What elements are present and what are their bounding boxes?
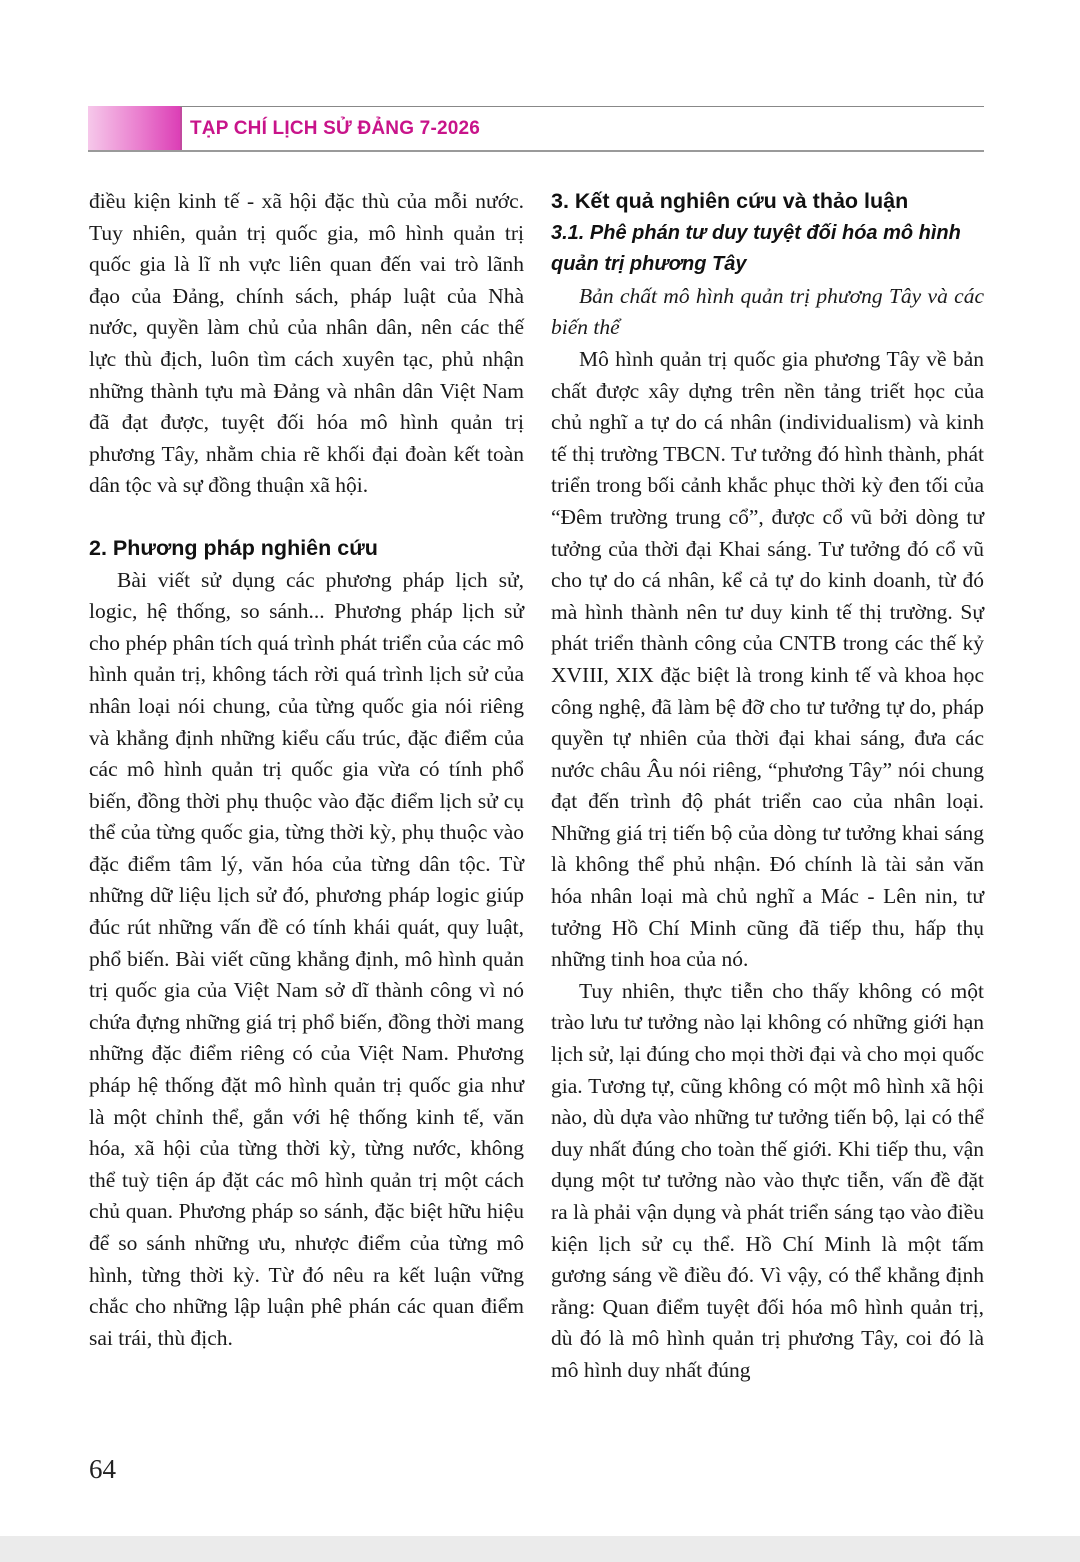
section-2-heading: 2. Phương pháp nghiên cứu — [89, 535, 378, 560]
header-top-rule — [180, 106, 984, 107]
header-bottom-rule — [88, 150, 984, 152]
paragraph-however: Tuy nhiên, thực tiễn cho thấy không có một trào lưu tư tưởng nào lại không có những giới hạn lịch sử, lại đúng cho mọi thời đại và cho mọi quốc gia. Tương tự, cũng không có một mô hình xã hội nào, dù dựa vào những tư tưởng tiến bộ, lại có thể duy nhất đúng cho toàn thế giới. Khi tiếp thu, vận dụng một tư tưởng nào vào thực tiễn, vấn đề đặt ra là phải vận dụng và phát triển sáng tạo vào điều kiện lịch sử cụ thể. Hồ Chí Minh là một tấm gương sáng về điều đó. Vì vậy, có thể khẳng định rằng: Quan điểm tuyệt đối hóa mô hình quản trị, dù đó là mô hình quản trị phương Tây, coi đó là mô hình duy nhất đúng — [551, 978, 984, 1382]
running-header — [88, 106, 984, 152]
left-column — [89, 186, 524, 1354]
paragraph-intro-continued: điều kiện kinh tế - xã hội đặc thù của mỗi nước. Tuy nhiên, quản trị quốc gia, mô hình quản trị quốc gia là lĩ nh vực liên quan đến vai trò lãnh đạo của Đảng, chính sách, pháp luật của Nhà nước, quyền làm chủ của nhân dân, nên các thế lực thù địch, luôn tìm cách xuyên tạc, phủ nhận những thành tựu mà Đảng và nhân dân Việt Nam đã đạt được, tuyệt đối hóa mô hình quản trị phương Tây, nhằm chia rẽ khối đại đoàn kết toàn dân tộc và sự đồng thuận xã hội. — [89, 189, 524, 498]
section-spacer — [89, 502, 524, 533]
right-column — [551, 186, 984, 1387]
section-3-heading: 3. Kết quả nghiên cứu và thảo luận — [551, 189, 909, 213]
page-number: 64 — [89, 1454, 116, 1484]
header-color-tab — [88, 106, 180, 152]
journal-title: TẠP CHÍ LỊCH SỬ ĐẢNG 7-2026 — [190, 118, 481, 139]
paragraph-methods: Bài viết sử dụng các phương pháp lịch sử, logic, hệ thống, so sánh... Phương pháp lịch sử cho phép phân tích quá trình phát triển của các mô hình quản trị, không tách rời quá trình lịch sử của nhân loại nói chung, của từng quốc gia nói riêng và khẳng định những kiểu cấu trúc, đặc điểm của các mô hình quản trị quốc gia vừa có tính phổ biến, đồng thời phụ thuộc vào đặc điểm lịch sử cụ thể của từng quốc gia, từng thời kỳ, phụ thuộc vào đặc điểm tâm lý, văn hóa của từng dân tộc. Từ những dữ liệu lịch sử đó, phương pháp logic giúp đúc rút những vấn đề có tính khái quát, quy luật, phổ biến. Bài viết cũng khẳng định, mô hình quản trị quốc gia của Việt Nam sở dĩ thành công vì nó chứa đựng những giá trị phổ biến, đồng thời mang những đặc điểm riêng có của Việt Nam. Phương pháp hệ thống đặt mô hình quản trị quốc gia như là một chỉnh thể, gắn với hệ thống kinh tế, văn hóa, xã hội của từng thời kỳ, từng nước, không thể tuỳ tiện áp đặt các mô hình quản trị một cách chủ quan. Phương pháp so sánh, đặc biệt hữu hiệu để so sánh những ưu, nhược điểm của từng mô hình, từng thời kỳ. Từ đó nêu ra kết luận vững chắc cho những lập luận phê phán các quan điểm sai trái, thù địch. — [89, 567, 524, 1350]
italic-subtitle: Bản chất mô hình quản trị phương Tây và các biến thể — [551, 283, 984, 340]
subsection-3-1-heading: 3.1. Phê phán tư duy tuyệt đối hóa mô hình quản trị phương Tây — [551, 221, 961, 276]
paragraph-western-model: Mô hình quản trị quốc gia phương Tây về bản chất được xây dựng trên nền tảng triết học của chủ nghĩ a tự do cá nhân (individualism) và kinh tế thị trường TBCN. Tư tưởng đó hình thành, phát triển trong bối cảnh khắc phục thời kỳ đen tối của “Đêm trường trung cổ”, được cổ vũ bởi dòng tư tưởng của thời đại Khai sáng. Tư tưởng đó cổ vũ cho tự do cá nhân, kể cả tự do kinh doanh, từ đó mà hình thành nên tư duy kinh tế thị trường. Sự phát triển thành công của CNTB trong các thế kỷ XVIII, XIX đặc biệt là trong kinh tế và khoa học công nghệ, đã làm bệ đỡ cho tư tưởng tự do, pháp quyền tự nhiên của thời đại khai sáng, đưa các nước châu Âu nói riêng, “phương Tây” nói chung đạt đến trình độ phát triển cao của nhân loại. Những giá trị tiến bộ của dòng tư tưởng khai sáng là không thể phủ nhận. Đó chính là tài sản văn hóa nhân loại mà chủ nghĩ a Mác - Lên nin, tư tưởng Hồ Chí Minh cũng đã tiếp thu, hấp thụ những tinh hoa của nó. — [551, 346, 984, 972]
header-tab-edge — [180, 106, 182, 152]
